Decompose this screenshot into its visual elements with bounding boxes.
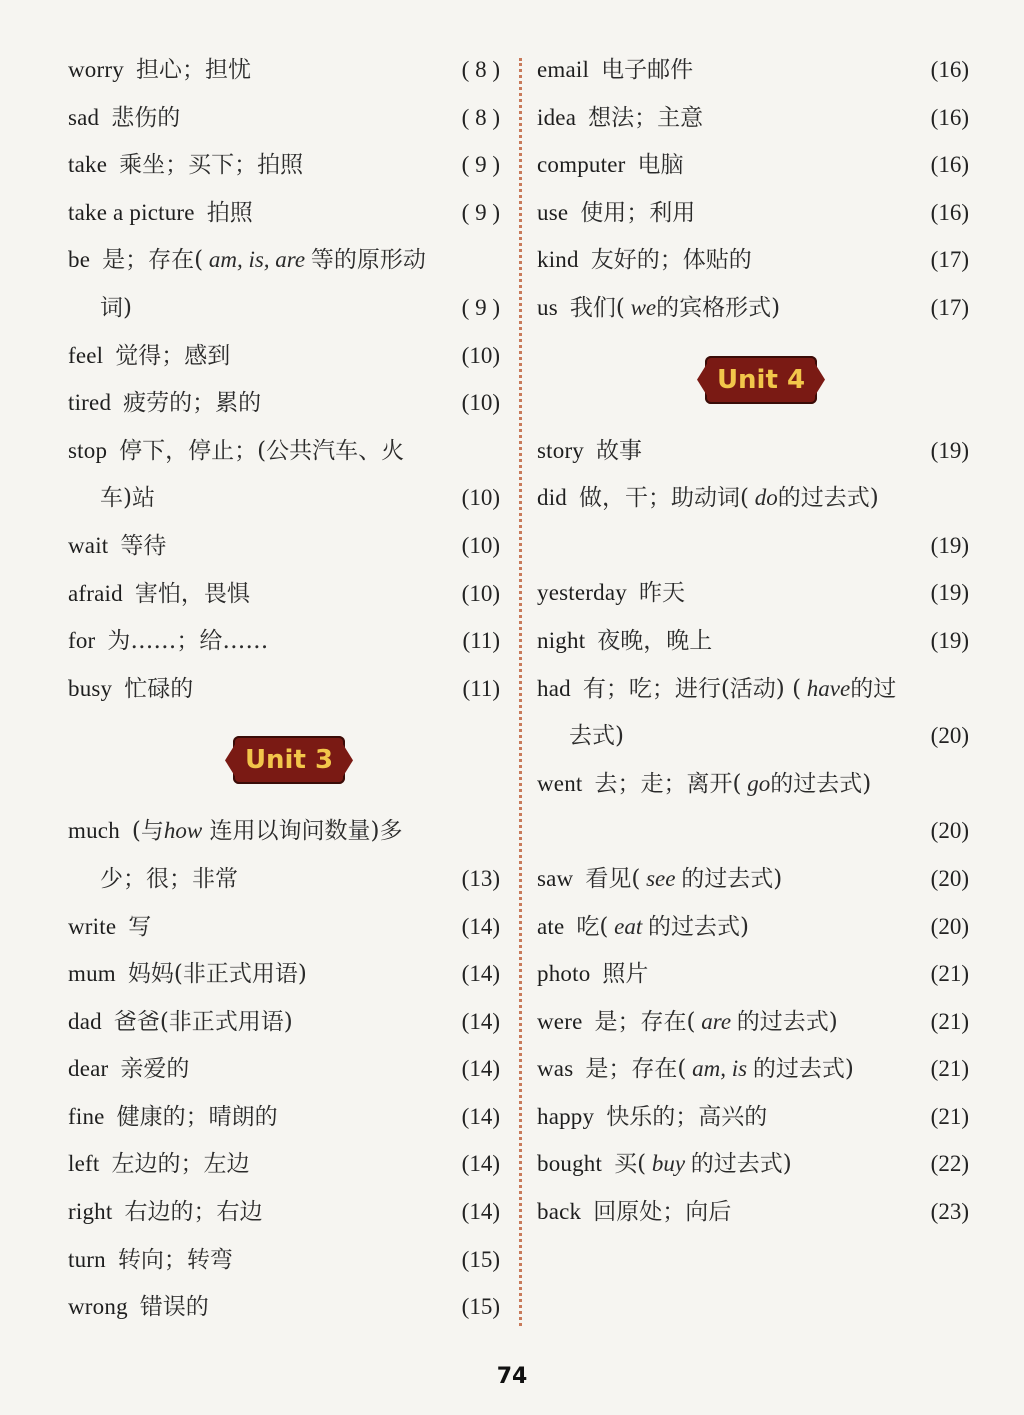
entry-meaning: 电脑 (637, 152, 684, 179)
entry-word: went (537, 770, 583, 796)
entry-meaning (583, 676, 896, 702)
entry-meaning: 想法；主意 (588, 104, 704, 131)
entry-meaning-continued: 车)站 (100, 485, 155, 512)
entry-page-ref: (16) (930, 104, 969, 130)
entry-word: dad (68, 1008, 102, 1034)
entry-meaning: 停下，停止；(公共汽车、火 (119, 437, 405, 464)
entry-meaning (595, 771, 872, 797)
meaning-part: 我们( (569, 294, 625, 321)
vocab-entry (537, 284, 969, 332)
entry-page-ref: (20) (930, 913, 969, 939)
meaning-part: 是；存在( (102, 247, 204, 274)
meaning-part: 的过去式) (736, 1008, 838, 1035)
unit-3-badge: Unit 3 (233, 736, 345, 784)
entry-meaning-continued: 词) (100, 294, 132, 321)
entry-word: wait (68, 532, 109, 558)
entry-meaning-continued: 去式) (569, 723, 624, 750)
entry-page-ref: (16) (930, 199, 969, 225)
entry-word: night (537, 627, 586, 653)
meaning-part: 看见( (585, 865, 641, 892)
vocab-entry (537, 236, 969, 284)
meaning-part: 的过去式) (752, 1056, 854, 1083)
page-number: 74 (496, 1364, 528, 1389)
vocab-entry (68, 950, 500, 998)
entry-page-ref: (19) (930, 437, 969, 463)
meaning-english-italic: buy (646, 1151, 691, 1177)
entry-page-ref: (10) (461, 390, 500, 416)
entry-meaning (570, 295, 780, 321)
entry-meaning (585, 1056, 853, 1082)
entry-meaning: 故事 (596, 437, 642, 464)
vocab-entry (68, 617, 500, 665)
entry-page-ref: (11) (462, 628, 500, 654)
meaning-english-italic: have (801, 675, 851, 701)
entry-meaning: 为……；给…… (107, 628, 269, 655)
entry-word: yesterday (537, 580, 627, 606)
entry-page-ref: (17) (930, 294, 969, 320)
meaning-part: 的过去式) (690, 1151, 792, 1178)
entry-meaning: 悲伤的 (111, 104, 181, 131)
entry-meaning: 电子邮件 (601, 57, 694, 83)
vocab-entry (537, 617, 969, 665)
meaning-english-italic: we (624, 294, 657, 320)
entry-page-ref: (10) (461, 485, 500, 511)
vocab-entry (537, 1188, 969, 1236)
entry-page-ref: (11) (462, 675, 500, 701)
entry-page-ref: (15) (461, 1246, 500, 1272)
entry-word: worry (68, 57, 124, 82)
entry-meaning (132, 818, 403, 844)
entry-word: mum (68, 961, 116, 987)
entry-page-ref: (14) (461, 913, 500, 939)
meaning-part: 去；走；离开( (594, 770, 742, 797)
entry-meaning: 担心；担忧 (135, 57, 251, 83)
entry-page-ref: (19) (930, 580, 969, 606)
entry-meaning: 快乐的；高兴的 (606, 1103, 768, 1130)
entry-word: busy (68, 675, 113, 701)
entry-meaning: 忙碌的 (124, 675, 194, 702)
entry-word: idea (537, 104, 577, 130)
entry-meaning: 照片 (602, 961, 649, 988)
entry-word: computer (537, 152, 626, 178)
entry-page-ref: (14) (461, 1151, 500, 1177)
meaning-part: 是；存在( (594, 1008, 696, 1035)
entry-page-ref: (19) (930, 532, 969, 558)
entry-page-ref: (10) (461, 532, 500, 558)
unit-3-header (68, 712, 500, 807)
entry-word: use (537, 199, 569, 225)
entry-meaning: 错误的 (139, 1294, 209, 1321)
entry-page-ref: (20) (930, 865, 969, 891)
vocab-entry (68, 807, 500, 855)
vocab-entry (537, 807, 969, 855)
vocab-entry (537, 1093, 969, 1141)
entry-page-ref: (16) (930, 152, 969, 178)
meaning-english-italic: am, is, are (203, 247, 311, 273)
vocab-entry (68, 427, 500, 475)
left-entries-a (68, 46, 500, 712)
vocab-entry (537, 855, 969, 903)
entry-word: left (68, 1151, 100, 1177)
entry-page-ref: (13) (461, 865, 500, 891)
vocab-entry (68, 665, 500, 713)
unit-4-badge: Unit 4 (705, 356, 817, 404)
entry-meaning: 右边的；右边 (124, 1199, 263, 1226)
vocab-entry (68, 998, 500, 1046)
vocab-entry (537, 1140, 969, 1188)
entry-word: right (68, 1199, 113, 1225)
entry-word: saw (537, 865, 574, 891)
entry-meaning: 害怕，畏惧 (134, 580, 250, 607)
meaning-part: 的过 (850, 675, 897, 702)
entry-page-ref: (14) (461, 1008, 500, 1034)
entry-page-ref: (16) (930, 57, 969, 82)
entry-page-ref: ( 9 ) (461, 294, 500, 320)
entry-word: turn (68, 1246, 106, 1272)
entry-word: dear (68, 1056, 109, 1082)
entry-meaning (576, 914, 749, 940)
vocab-entry (537, 427, 969, 475)
entry-word: afraid (68, 580, 123, 606)
entry-meaning-continued: 少；很；非常 (100, 865, 238, 892)
vocab-entry (537, 569, 969, 617)
entry-page-ref: ( 9 ) (461, 199, 500, 225)
entry-page-ref: (17) (930, 247, 969, 273)
entry-page-ref: (21) (930, 1056, 969, 1082)
vocab-entry (537, 141, 969, 189)
vocab-entry (68, 1283, 500, 1331)
entry-page-ref: (23) (930, 1199, 969, 1225)
entry-meaning: 健康的；晴朗的 (116, 1103, 278, 1130)
entry-page-ref: (20) (930, 723, 969, 749)
entry-word: stop (68, 437, 108, 463)
meaning-english-italic: eat (608, 913, 649, 939)
vocab-entry (68, 1140, 500, 1188)
vocab-entry (68, 570, 500, 618)
vocab-entry (537, 903, 969, 951)
entry-word: write (68, 913, 117, 939)
column-divider (519, 58, 522, 1326)
vocab-entry (68, 379, 500, 427)
vocab-entry (537, 522, 969, 570)
meaning-part: 吃( (576, 913, 609, 940)
entry-meaning: 写 (128, 913, 152, 940)
meaning-english-italic: how (163, 818, 203, 844)
right-column (537, 46, 969, 1236)
entry-page-ref: (19) (930, 627, 969, 653)
vocab-entry (537, 998, 969, 1046)
entry-page-ref: ( 9 ) (461, 152, 500, 178)
entry-word: was (537, 1056, 574, 1082)
vocab-entry (68, 46, 500, 94)
meaning-part: 做，干；助动词( (579, 485, 749, 512)
vocab-entry (68, 189, 500, 237)
entry-word: happy (537, 1103, 595, 1129)
entry-page-ref: (20) (930, 818, 969, 844)
entry-word: us (537, 294, 558, 320)
entry-word: were (537, 1008, 583, 1034)
entry-word: take a picture (68, 199, 195, 225)
entry-meaning: 昨天 (638, 580, 685, 607)
entry-meaning: 疲劳的；累的 (123, 390, 262, 417)
meaning-part: 的宾格形式) (656, 294, 781, 321)
meaning-part: 是；存在( (585, 1056, 687, 1083)
vocab-entry (68, 1045, 500, 1093)
entry-word: wrong (68, 1294, 128, 1320)
entry-word: much (68, 818, 120, 844)
vocab-entry (68, 236, 500, 284)
entry-page-ref: (14) (461, 1199, 500, 1225)
meaning-part: 连用以询问数量)多 (202, 818, 403, 845)
entry-word: fine (68, 1103, 105, 1129)
vocab-entry (537, 474, 969, 522)
entry-word: email (537, 57, 590, 82)
entry-meaning: 亲爱的 (120, 1056, 190, 1083)
entry-page-ref: (10) (461, 342, 500, 368)
entry-word: story (537, 437, 584, 463)
entry-page-ref: (10) (461, 580, 500, 606)
entry-page-ref: (14) (461, 1103, 500, 1129)
entry-page-ref: (21) (930, 1008, 969, 1034)
entry-page-ref: ( 8 ) (461, 104, 500, 130)
unit-4-header (537, 332, 969, 427)
vocab-entry (68, 284, 500, 332)
vocab-entry (537, 94, 969, 142)
entry-meaning: 爸爸(非正式用语) (113, 1008, 293, 1035)
entry-meaning: 使用；利用 (580, 199, 696, 226)
entry-meaning: 妈妈(非正式用语) (127, 961, 307, 988)
entry-meaning: 等待 (120, 532, 167, 559)
left-entries-b (68, 807, 500, 1331)
right-entries-b (537, 427, 969, 1236)
vocab-entry (537, 46, 969, 94)
vocab-entry (68, 1093, 500, 1141)
entry-word: feel (68, 342, 104, 368)
entry-meaning: 回原处；向后 (593, 1199, 732, 1226)
entry-word: for (68, 628, 96, 654)
entry-meaning: 拍照 (206, 199, 253, 226)
vocab-entry (537, 189, 969, 237)
vocab-entry (68, 332, 500, 380)
meaning-part: 的过去式) (777, 485, 879, 512)
vocab-entry (68, 474, 500, 522)
vocab-entry (537, 950, 969, 998)
meaning-english-italic: see (640, 865, 682, 891)
meaning-english-italic: are (695, 1008, 737, 1034)
meaning-english-italic: am, is (686, 1056, 753, 1082)
right-entries-a (537, 46, 969, 332)
entry-word: bought (537, 1151, 603, 1177)
entry-meaning: 友好的；体贴的 (590, 247, 752, 274)
entry-word: take (68, 152, 108, 178)
entry-page-ref: (14) (461, 961, 500, 987)
vocab-entry (68, 855, 500, 903)
vocab-entry (68, 141, 500, 189)
meaning-part: 有；吃；进行(活动) ( (582, 675, 802, 702)
meaning-part: 等的原形动 (310, 247, 426, 274)
vocab-entry (537, 760, 969, 808)
entry-word: photo (537, 961, 591, 987)
meaning-part: 的过去式) (681, 865, 783, 892)
entry-page-ref: (21) (930, 1103, 969, 1129)
entry-meaning (595, 1009, 838, 1035)
entry-word: did (537, 485, 567, 511)
entry-meaning: 乘坐；买下；拍照 (119, 152, 304, 179)
entry-meaning: 左边的；左边 (111, 1151, 250, 1178)
entry-page-ref: (14) (461, 1056, 500, 1082)
vocab-entry (68, 1236, 500, 1284)
entry-page-ref: (15) (461, 1294, 500, 1320)
meaning-part: 的过去式) (648, 913, 749, 940)
entry-word: kind (537, 247, 579, 273)
entry-word: ate (537, 913, 565, 939)
meaning-english-italic: do (748, 485, 778, 511)
left-column (68, 46, 500, 1331)
entry-meaning (614, 1151, 792, 1177)
entry-page-ref: (22) (930, 1151, 969, 1177)
entry-word: tired (68, 390, 112, 416)
vocab-entry (68, 1188, 500, 1236)
meaning-english-italic: go (741, 770, 771, 796)
vocab-entry (68, 94, 500, 142)
entry-meaning: 转向；转弯 (117, 1246, 233, 1273)
meaning-part: 的过去式) (770, 770, 872, 797)
entry-meaning (102, 247, 426, 273)
meaning-part: (与 (131, 818, 164, 845)
vocab-entry (68, 903, 500, 951)
entry-meaning (585, 866, 782, 892)
entry-page-ref: (21) (930, 961, 969, 987)
entry-word: sad (68, 104, 100, 130)
entry-word: back (537, 1199, 582, 1225)
entry-word: be (68, 247, 91, 273)
vocab-entry (537, 1045, 969, 1093)
vocab-entry (68, 522, 500, 570)
vocab-entry (537, 665, 969, 713)
meaning-part: 买( (614, 1151, 647, 1178)
entry-meaning (579, 485, 879, 511)
vocab-entry (537, 712, 969, 760)
entry-word: had (537, 675, 571, 701)
entry-meaning: 夜晚，晚上 (597, 627, 713, 654)
entry-meaning: 觉得；感到 (115, 342, 231, 369)
entry-page-ref: ( 8 ) (461, 57, 500, 82)
